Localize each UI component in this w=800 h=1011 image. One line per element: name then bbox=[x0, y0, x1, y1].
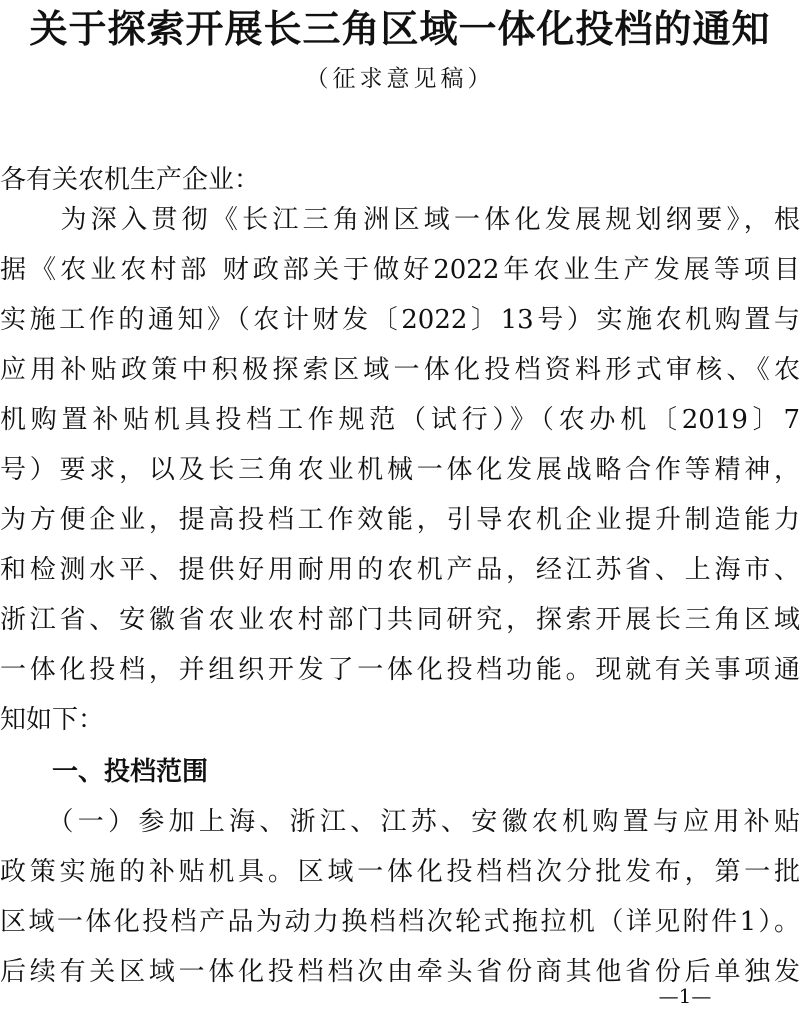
intro-line: 浙江省、安徽省农业农村部门共同研究，探索开展长三角区域 bbox=[0, 605, 800, 635]
section-line: 后续有关区域一体化投档档次由牵头省份商其他省份后单独发 bbox=[0, 957, 800, 987]
document-subtitle: （征求意见稿） bbox=[305, 66, 495, 92]
intro-line: 和检测水平、提供好用耐用的农机产品，经江苏省、上海市、 bbox=[0, 555, 800, 585]
section-line: 政策实施的补贴机具。区域一体化投档档次分批发布，第一批 bbox=[0, 857, 800, 887]
intro-line: 据《农业农村部 财政部关于做好2022年农业生产发展等项目 bbox=[0, 255, 800, 285]
intro-line: 应用补贴政策中积极探索区域一体化投档资料形式审核、《农 bbox=[0, 355, 800, 385]
document-title: 关于探索开展长三角区域一体化投档的通知 bbox=[29, 7, 771, 51]
section-line: 区域一体化投档产品为动力换档档次轮式拖拉机（详见附件1）。 bbox=[0, 907, 800, 937]
intro-line: 一体化投档，并组织开发了一体化投档功能。现就有关事项通 bbox=[0, 655, 800, 685]
intro-line: 知如下： bbox=[0, 705, 105, 735]
section-line: （一）参加上海、浙江、江苏、安徽农机购置与应用补贴 bbox=[0, 807, 800, 837]
section-heading: 一、投档范围 bbox=[0, 757, 209, 787]
intro-line: 为方便企业，提高投档工作效能，引导农机企业提升制造能力 bbox=[0, 505, 800, 535]
intro-line: 号）要求，以及长三角农业机械一体化发展战略合作等精神， bbox=[0, 455, 800, 485]
intro-line: 为深入贯彻《长江三角洲区域一体化发展规划纲要》，根 bbox=[0, 205, 800, 235]
page-number: —1— bbox=[658, 984, 712, 1008]
intro-line: 实施工作的通知》（农计财发〔2022〕13号）实施农机购置与 bbox=[0, 305, 800, 335]
intro-line: 机购置补贴机具投档工作规范（试行）》（农办机〔2019〕7 bbox=[0, 405, 800, 435]
salutation: 各有关农机生产企业： bbox=[0, 165, 261, 195]
